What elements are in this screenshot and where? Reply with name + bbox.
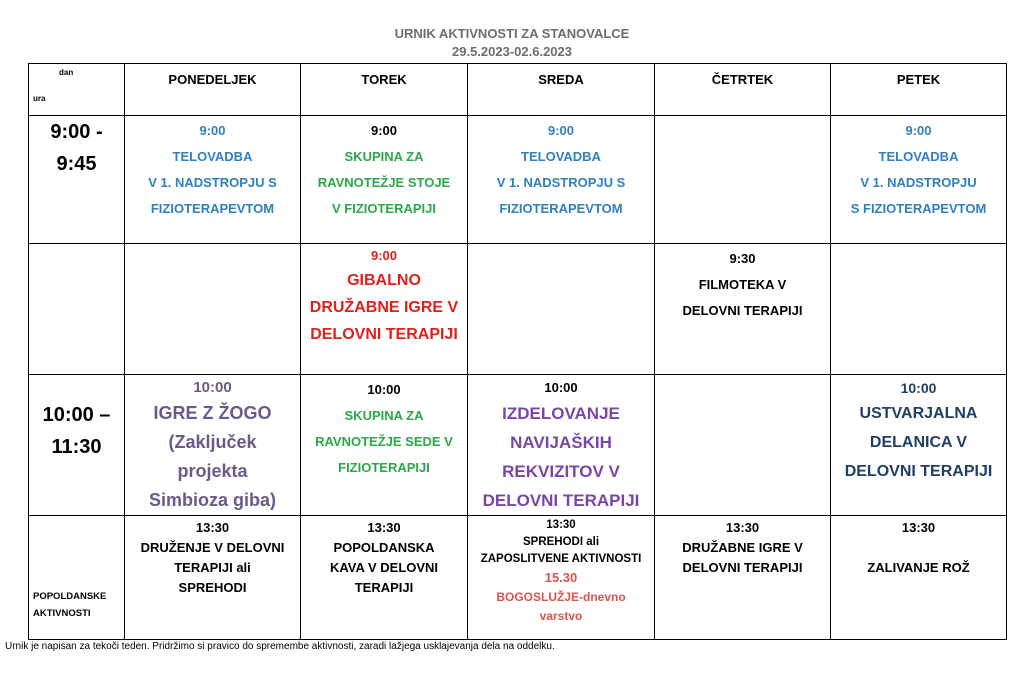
cell-thu-3 (655, 375, 831, 516)
activity-text: USTVARJALNA (859, 405, 978, 422)
cell-mon-1 (125, 116, 301, 244)
activity-text: IZDELOVANJE (502, 404, 620, 423)
activity-text: REKVIZITOV V (502, 462, 620, 481)
activity-time: 13:30 (546, 519, 576, 531)
cell-thu-4 (655, 516, 831, 640)
activity-text: DRUŽABNE IGRE V (682, 540, 803, 555)
activity-text: SPREHODI ali (522, 536, 600, 548)
activity-text: TELOVADBA (172, 149, 253, 164)
activity-time: 10:00 (367, 382, 401, 397)
schedule-row-3 (29, 375, 1007, 516)
activity-text: SKUPINA ZA (344, 408, 424, 423)
activity-text: TELOVADBA (521, 149, 601, 164)
activity-text: Simbioza giba) (148, 490, 276, 510)
day-header-tue: TOREK (301, 64, 468, 116)
activity-text: DELANICA V (869, 434, 968, 451)
activity-time: 9:00 (905, 123, 932, 138)
activity-time: 9:00 (199, 123, 226, 138)
activity-text: ZALIVANJE ROŽ (867, 560, 970, 575)
activity-text: V 1. NADSTROPJU S (496, 175, 626, 190)
activity-time: 9:00 (547, 123, 575, 138)
activity-time: 13:30 (725, 520, 760, 535)
schedule-dates: 29.5.2023-02.6.2023 (452, 44, 572, 59)
cell-mon-4 (125, 516, 301, 640)
activity-text: DELOVNI TERAPIJI (844, 463, 993, 480)
cell-mon-2 (125, 244, 301, 375)
activity-text: RAVNOTEŽJE SEDE V (315, 434, 453, 449)
cell-fri-4 (831, 516, 1007, 640)
schedule-row-2 (29, 244, 1007, 375)
schedule-title: URNIK AKTIVNOSTI ZA STANOVALCE (394, 26, 630, 41)
activity-text: BOGOSLUŽJE-dnevno (496, 590, 626, 604)
activity-text: GIBALNO (347, 272, 421, 289)
activity-text: SPREHODI (178, 580, 247, 595)
afternoon-label: POPOLDANSKE (33, 591, 107, 602)
activity-text: DELOVNI TERAPIJI (682, 560, 803, 575)
activity-text: FIZIOTERAPEVTOM (499, 201, 623, 216)
corner-ura: ura (33, 94, 46, 103)
activity-text: KAVA V DELOVNI (329, 560, 439, 575)
activity-time: 10:00 (544, 380, 578, 395)
day-header-wed: SREDA (468, 64, 655, 116)
cell-wed-1 (468, 116, 655, 244)
activity-text: ZAPOSLITVENE AKTIVNOSTI (480, 553, 642, 565)
time-slot-1 (29, 116, 125, 244)
schedule-row-1 (29, 116, 1007, 244)
activity-text: TERAPIJI ali (174, 560, 251, 575)
cell-mon-3 (125, 375, 301, 516)
cell-wed-4 (468, 516, 655, 640)
cell-tue-2 (301, 244, 468, 375)
activity-time: 10:00 (193, 379, 232, 396)
activity-text: FIZIOTERAPEVTOM (150, 201, 275, 216)
cell-tue-3 (301, 375, 468, 516)
schedule-row-4 (29, 516, 1007, 640)
activity-time: 13:30 (901, 520, 936, 535)
activity-text: V FIZIOTERAPIJI (331, 201, 436, 216)
activity-text: SKUPINA ZA (344, 149, 424, 164)
activity-text: V 1. NADSTROPJU S (148, 175, 277, 190)
activity-text: V 1. NADSTROPJU (860, 175, 977, 190)
cell-wed-3 (468, 375, 655, 516)
time-slot-3 (29, 375, 125, 516)
activity-text: (Zaključek (168, 432, 257, 452)
day-header-mon: PONEDELJEK (125, 64, 301, 116)
activity-time: 9:00 (370, 123, 398, 138)
activity-text: DRUŽENJE V DELOVNI (140, 540, 285, 555)
cell-tue-1 (301, 116, 468, 244)
activity-text: FIZIOTERAPIJI (338, 460, 430, 475)
corner-dan: dan (59, 68, 74, 77)
schedule-table (28, 63, 1007, 640)
footer-note: Urnik je napisan za tekoči teden. Pridržimo si pravico do spremembe aktivnosti, zaradi lažjega usklajevanja dela na oddelku. (5, 641, 555, 652)
activity-text: projekta (177, 461, 248, 481)
time-slot-1-end: 9:45 (56, 153, 97, 175)
activity-text: TERAPIJI (354, 580, 414, 595)
cell-fri-2 (831, 244, 1007, 375)
time-slot-1-start: 9:00 - (50, 121, 103, 143)
activity-text: DELOVNI TERAPIJI (682, 303, 803, 318)
activity-text: DRUŽABNE IGRE V (309, 299, 459, 316)
day-header-thu: ČETRTEK (655, 64, 831, 116)
activity-time: 13:30 (195, 520, 230, 535)
afternoon-label: AKTIVNOSTI (33, 608, 91, 619)
activity-text: IGRE Z ŽOGO (153, 403, 272, 423)
cell-fri-3 (831, 375, 1007, 516)
activity-text: FILMOTEKA V (698, 277, 787, 292)
activity-text: POPOLDANSKA (333, 540, 435, 555)
cell-thu-1 (655, 116, 831, 244)
activity-time: 9:30 (729, 251, 756, 266)
header-row (29, 64, 1007, 116)
activity-time: 10:00 (900, 380, 937, 396)
time-slot-afternoon (29, 516, 125, 640)
time-slot-3-end: 11:30 (51, 436, 102, 458)
activity-time: 13:30 (367, 520, 401, 535)
activity-time: 9:00 (370, 248, 398, 263)
day-header-fri: PETEK (831, 64, 1007, 116)
cell-tue-4 (301, 516, 468, 640)
cell-fri-1 (831, 116, 1007, 244)
activity-text: varstvo (539, 609, 583, 623)
activity-text: S FIZIOTERAPEVTOM (850, 201, 987, 216)
cell-thu-2 (655, 244, 831, 375)
cell-wed-2 (468, 244, 655, 375)
activity-text: NAVIJAŠKIH (510, 433, 612, 452)
corner-cell (29, 64, 125, 116)
time-slot-2 (29, 244, 125, 375)
activity-time: 15.30 (544, 570, 578, 585)
activity-text: DELOVNI TERAPIJI (482, 491, 640, 510)
activity-text: DELOVNI TERAPIJI (310, 326, 458, 343)
activity-text: RAVNOTEŽJE STOJE (317, 175, 451, 190)
time-slot-3-start: 10:00 – (42, 404, 111, 426)
activity-text: TELOVADBA (878, 149, 959, 164)
